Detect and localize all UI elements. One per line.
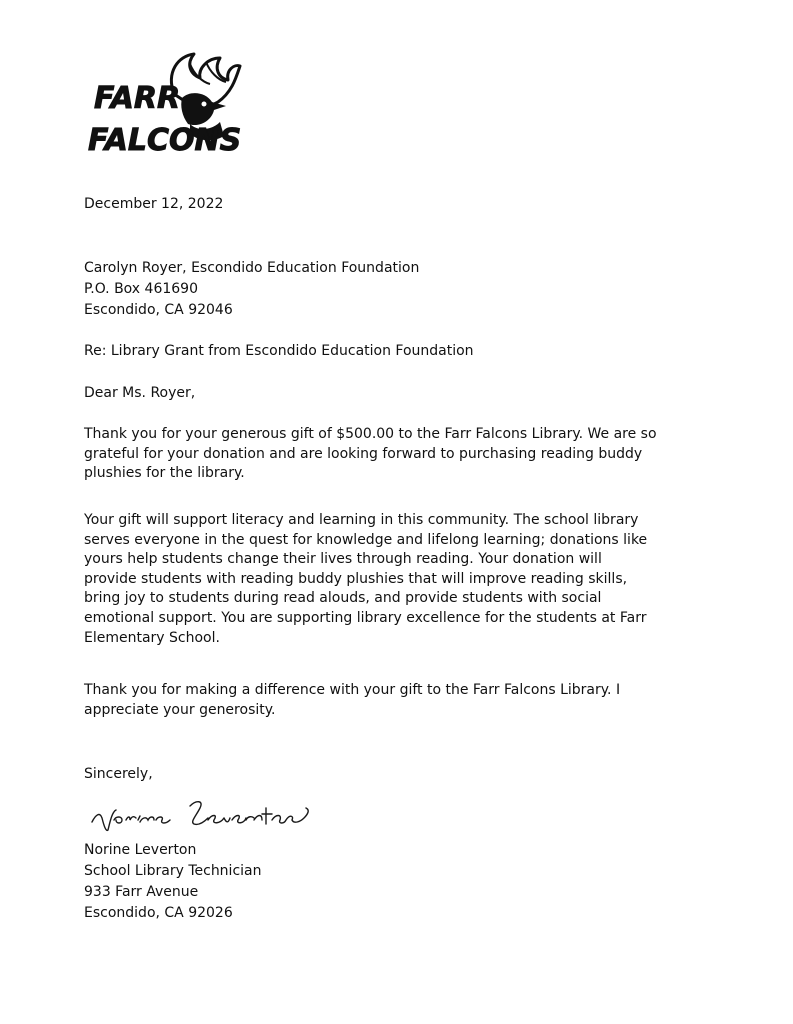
handwritten-signature bbox=[86, 792, 326, 838]
paragraph-line: yours help students change their lives through reading. Your donation will bbox=[84, 551, 602, 568]
signer-title: School Library Technician bbox=[84, 863, 262, 879]
signer-street: 933 Farr Avenue bbox=[84, 884, 199, 900]
paragraph-2 bbox=[84, 511, 724, 648]
paragraph-line: Thank you for your generous gift of $500.00 to the Farr Falcons Library. We are so bbox=[84, 426, 657, 442]
falcon-logo-icon bbox=[86, 50, 246, 160]
paragraph-line: Thank you for making a difference with your gift to the Farr Falcons Library. I bbox=[84, 682, 621, 698]
paragraph-line: grateful for your donation and are looking forward to purchasing reading buddy bbox=[84, 445, 643, 462]
signer-city: Escondido, CA 92026 bbox=[84, 905, 233, 921]
recipient-line-3: Escondido, CA 92046 bbox=[84, 302, 233, 318]
paragraph-line: Elementary School. bbox=[84, 629, 220, 646]
paragraph-line: emotional support. You are supporting library excellence for the students at Farr bbox=[84, 609, 647, 626]
paragraph-line: appreciate your generosity. bbox=[84, 701, 276, 718]
logo-line-2: FALCONS bbox=[88, 123, 242, 158]
logo-line-1: FARR bbox=[94, 81, 181, 116]
signer-name: Norine Leverton bbox=[84, 842, 197, 858]
paragraph-1 bbox=[84, 425, 724, 484]
paragraph-line: Your gift will support literacy and learning in this community. The school library bbox=[84, 512, 639, 528]
letter-date: December 12, 2022 bbox=[84, 196, 224, 212]
closing: Sincerely, bbox=[84, 766, 153, 782]
paragraph-3 bbox=[84, 681, 724, 720]
paragraph-line: provide students with reading buddy plushies that will improve reading skills, bbox=[84, 570, 628, 587]
paragraph-line: serves everyone in the quest for knowledge and lifelong learning; donations like bbox=[84, 531, 648, 548]
paragraph-line: bring joy to students during read alouds, and provide students with social bbox=[84, 590, 602, 607]
subject-line: Re: Library Grant from Escondido Education Foundation bbox=[84, 343, 474, 359]
recipient-line-2: P.O. Box 461690 bbox=[84, 281, 198, 297]
paragraph-line: plushies for the library. bbox=[84, 465, 245, 482]
farr-falcons-logo bbox=[86, 50, 246, 160]
recipient-line-1: Carolyn Royer, Escondido Education Foundation bbox=[84, 260, 420, 276]
salutation: Dear Ms. Royer, bbox=[84, 385, 196, 401]
signature-icon bbox=[86, 792, 326, 838]
